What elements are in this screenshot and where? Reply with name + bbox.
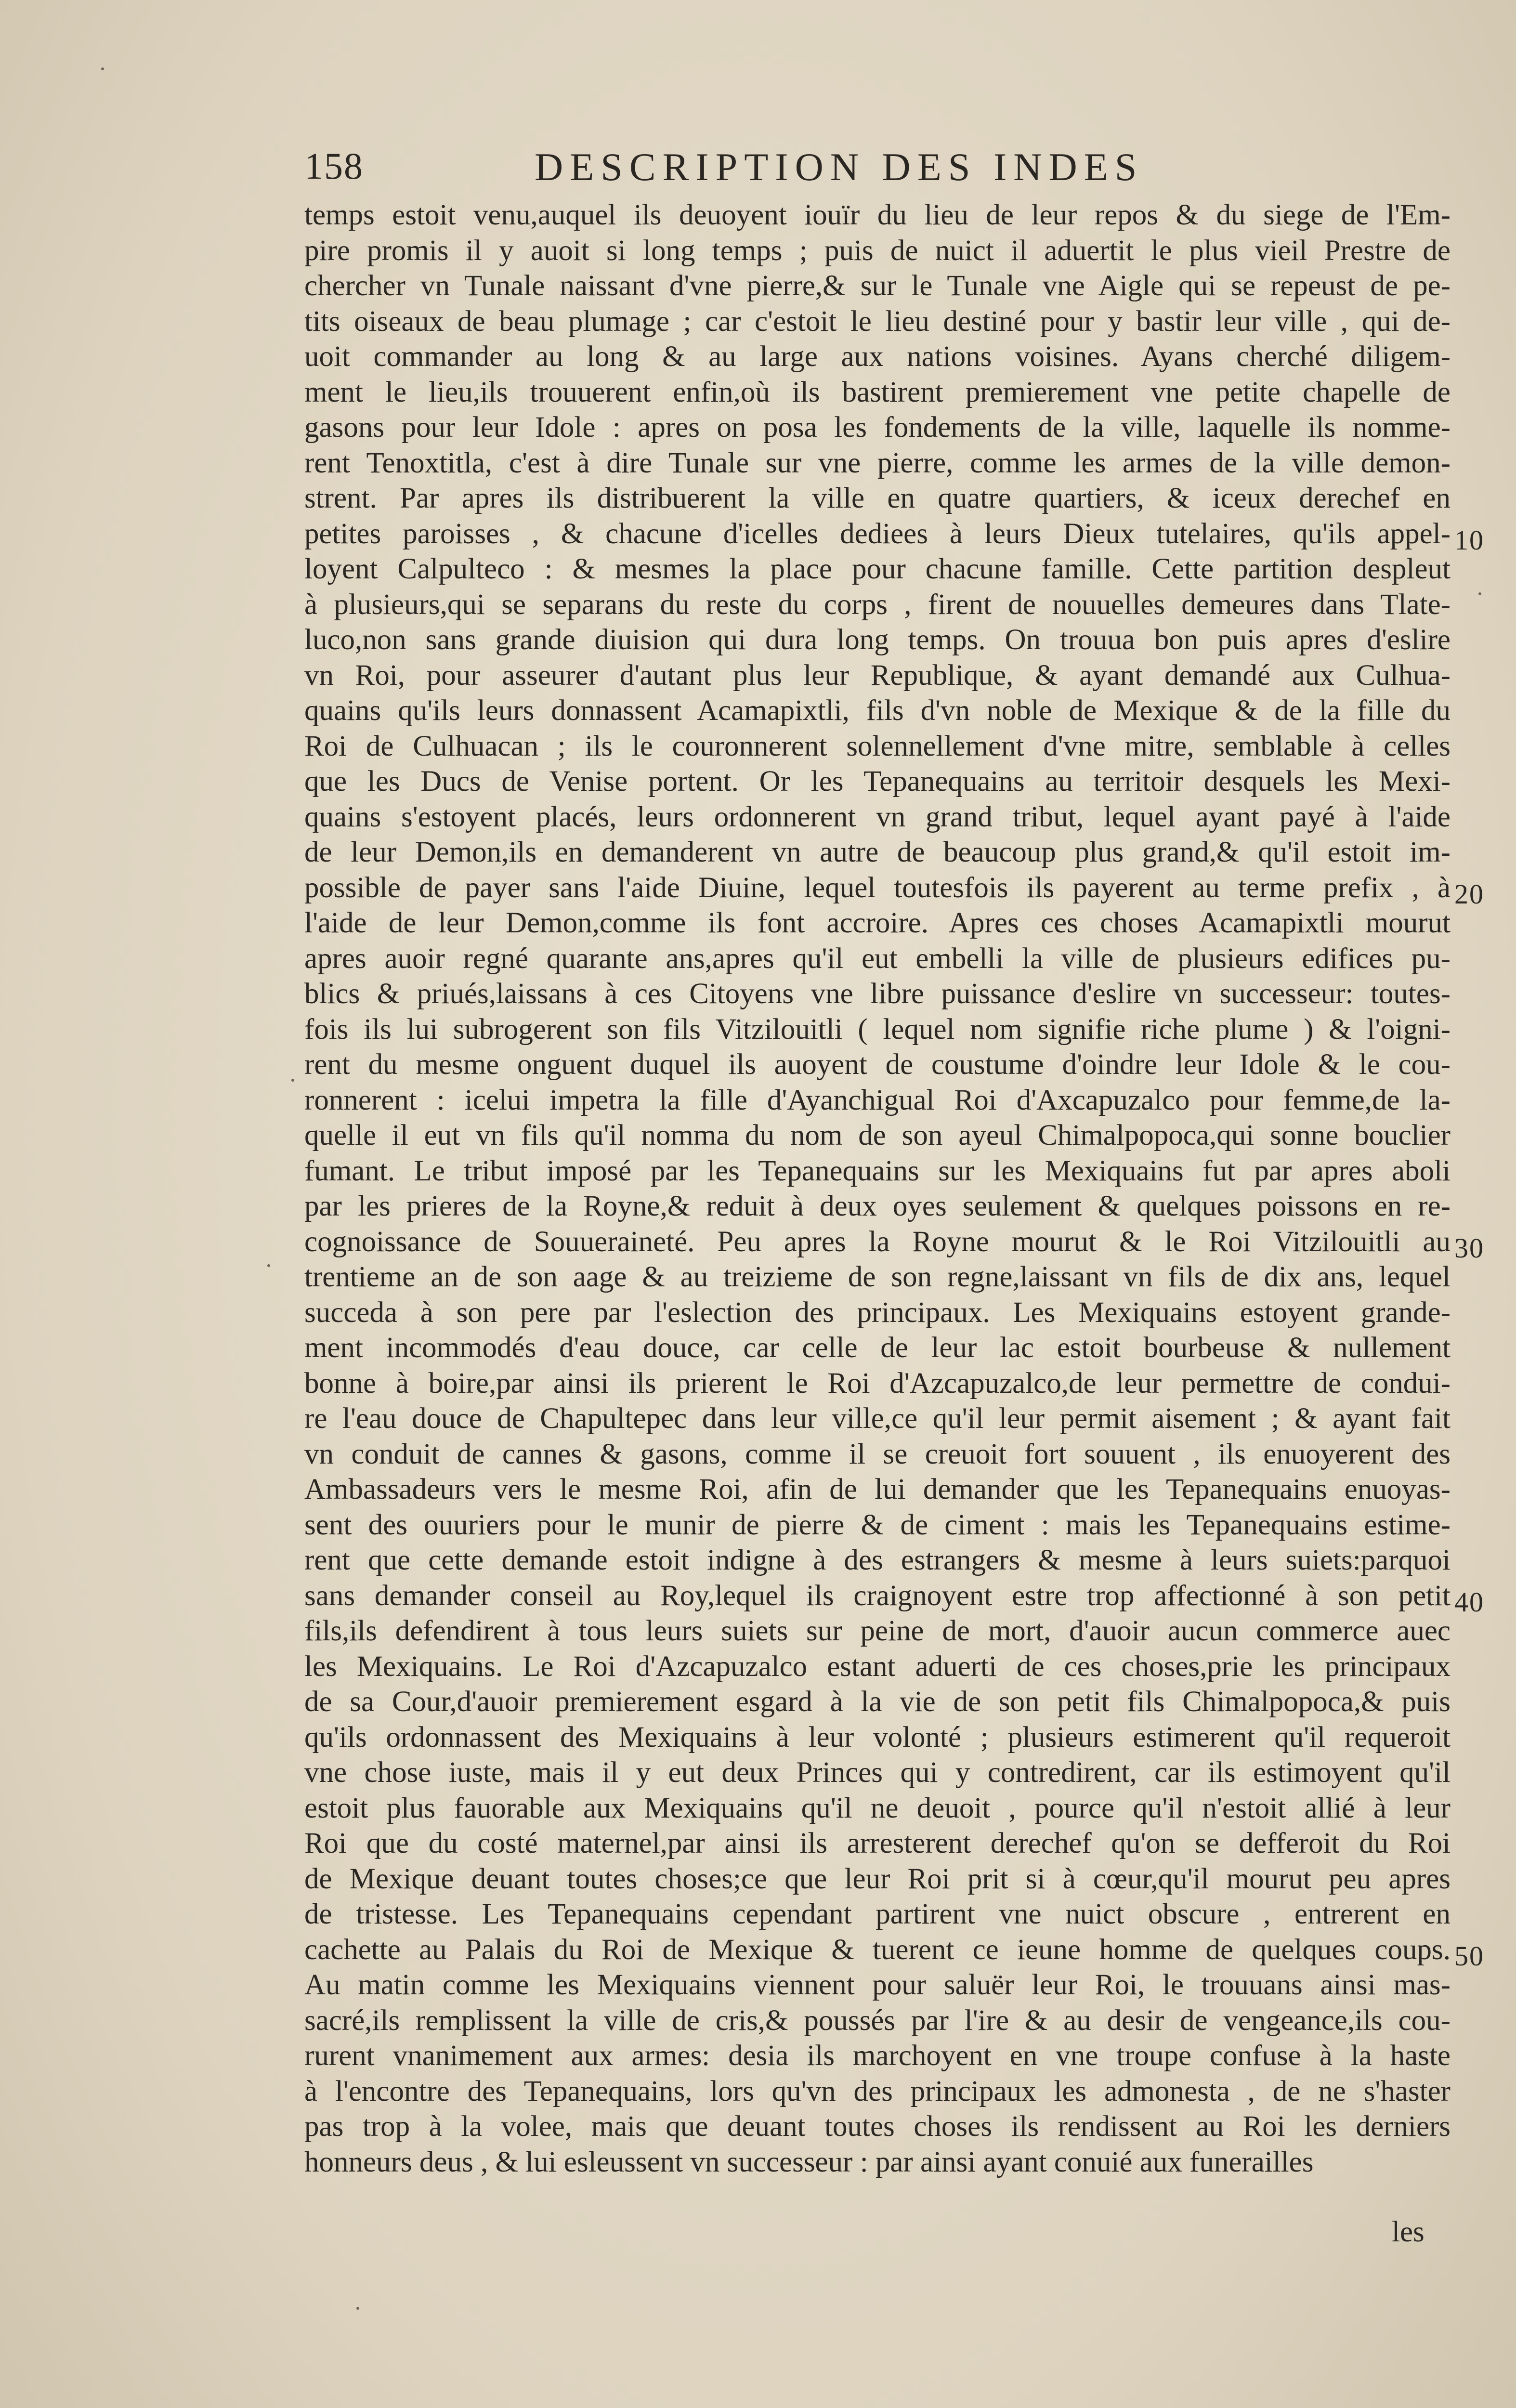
margin-line-number: 20 (1454, 878, 1484, 910)
text-line: uoit commander au long & au large aux nations voisines. Ayans cherché diligem- (304, 340, 1451, 373)
text-line: strent. Par apres ils distribuerent la ville en quatre quartiers, & iceux derechef en (304, 482, 1451, 514)
catchword: les (1392, 2216, 1425, 2248)
text-line: loyent Calpulteco : & mesmes la place pour chacune famille. Cette partition despleut (304, 553, 1451, 585)
text-line: chercher vn Tunale naissant d'vne pierre,& sur le Tunale vne Aigle qui se repeust de pe- (304, 270, 1451, 302)
text-line: sacré,ils remplissent la ville de cris,& poussés par l'ire & au desir de vengeance,ils cou- (304, 2004, 1451, 2037)
paper-speck (267, 1264, 270, 1267)
text-line: rent du mesme onguent duquel ils auoyent de coustume d'oindre leur Idole & le cou- (304, 1048, 1451, 1081)
text-line: cachette au Palais du Roi de Mexique & tuerent ce ieune homme de quelques coups. (304, 1933, 1451, 1966)
text-line: de Mexique deuant toutes choses;ce que leur Roi prit si à cœur,qu'il mourut peu apres (304, 1862, 1451, 1895)
text-line: vne chose iuste, mais il y eut deux Princes qui y contredirent, car ils estimoyent qu'il (304, 1756, 1451, 1789)
text-line: sent des ouuriers pour le munir de pierre & de ciment : mais les Tepanequains estime- (304, 1508, 1451, 1541)
text-line: rent Tenoxtitla, c'est à dire Tunale sur vne pierre, comme les armes de la ville demon- (304, 446, 1451, 479)
text-line: de tristesse. Les Tepanequains cependant partirent vne nuict obscure , entrerent en (304, 1898, 1451, 1930)
text-line: cognoissance de Souueraineté. Peu apres la Royne mourut & le Roi Vitzilouitli au (304, 1225, 1451, 1258)
text-line: possible de payer sans l'aide Diuine, lequel toutesfois ils payerent au terme prefix , à (304, 871, 1451, 904)
margin-line-number: 30 (1454, 1232, 1484, 1264)
text-line: Roi que du costé maternel,par ainsi ils arresterent derechef qu'on se defferoit du Roi (304, 1827, 1451, 1859)
text-line: quelle il eut vn fils qu'il nomma du nom de son ayeul Chimalpopoca,qui sonne bouclier (304, 1119, 1451, 1152)
text-line: blics & priués,laissans à ces Citoyens vne libre puissance d'eslire vn successeur: toutes- (304, 978, 1451, 1010)
text-line: par les prieres de la Royne,& reduit à deux oyes seulement & quelques poissons en re- (304, 1190, 1451, 1222)
text-line: vn Roi, pour asseurer d'autant plus leur Republique, & ayant demandé aux Culhua- (304, 659, 1451, 692)
text-line: rurent vnanimement aux armes: desia ils marchoyent en vne troupe confuse à la haste (304, 2040, 1451, 2072)
text-line: pire promis il y auoit si long temps ; puis de nuict il aduertit le plus vieil Prestre de (304, 234, 1451, 267)
text-line: fumant. Le tribut imposé par les Tepanequains sur les Mexiquains fut par apres aboli (304, 1154, 1451, 1187)
text-line: les Mexiquains. Le Roi d'Azcapuzalco estant aduerti de ces choses,prie les principaux (304, 1650, 1451, 1683)
text-line: qu'ils ordonnassent des Mexiquains à leur volonté ; plusieurs estimerent qu'il requeroit (304, 1721, 1451, 1754)
paper-speck (291, 1079, 294, 1082)
margin-line-number: 50 (1454, 1940, 1484, 1972)
text-line: Au matin comme les Mexiquains viennent pour saluër leur Roi, le trouuans ainsi mas- (304, 1969, 1451, 2001)
text-line: succeda à son pere par l'eslection des principaux. Les Mexiquains estoyent grande- (304, 1296, 1451, 1329)
text-line: vn conduit de cannes & gasons, comme il se creuoit fort souuent , ils enuoyerent des (304, 1438, 1451, 1470)
text-line: ronnerent : icelui impetra la fille d'Ayanchigual Roi d'Axcapuzalco pour femme,de la- (304, 1084, 1451, 1116)
text-line: à l'encontre des Tepanequains, lors qu'vn des principaux les admonesta , de ne s'haster (304, 2075, 1451, 2107)
text-line: luco,non sans grande diuision qui dura long temps. On trouua bon puis apres d'eslire (304, 624, 1451, 656)
text-line: temps estoit venu,auquel ils deuoyent iouïr du lieu de leur repos & du siege de l'Em- (304, 199, 1451, 231)
text-line: Ambassadeurs vers le mesme Roi, afin de lui demander que les Tepanequains enuoyas- (304, 1473, 1451, 1505)
body-text (304, 197, 1451, 2180)
paper-speck (356, 2307, 359, 2310)
margin-line-number: 10 (1454, 524, 1484, 556)
margin-line-number: 40 (1454, 1586, 1484, 1618)
text-line: quains qu'ils leurs donnassent Acamapixtli, fils d'vn noble de Mexique & de la fille du (304, 694, 1451, 727)
text-line: tits oiseaux de beau plumage ; car c'estoit le lieu destiné pour y bastir leur ville , qui de- (304, 305, 1451, 338)
text-line: que les Ducs de Venise portent. Or les Tepanequains au territoir desquels les Mexi- (304, 765, 1451, 798)
text-line: de leur Demon,ils en demanderent vn autre de beaucoup plus grand,& qu'il estoit im- (304, 836, 1451, 868)
page-number: 158 (304, 145, 364, 187)
text-line: estoit plus fauorable aux Mexiquains qu'il ne deuoit , pource qu'il n'estoit allié à leur (304, 1792, 1451, 1824)
paper-speck (101, 67, 104, 70)
text-line: petites paroisses , & chacune d'icelles dediees à leurs Dieux tutelaires, qu'ils appel- (304, 517, 1451, 550)
text-line: de sa Cour,d'auoir premierement esgard à la vie de son petit fils Chimalpopoca,& puis (304, 1686, 1451, 1718)
text-line: honneurs deus , & lui esleussent vn successeur : par ainsi ayant conuié aux funerailles (304, 2146, 1314, 2178)
text-line: fois ils lui subrogerent son fils Vitzilouitli ( lequel nom signifie riche plume ) & l'oigni- (304, 1013, 1451, 1046)
text-line: fils,ils defendirent à tous leurs suiets sur peine de mort, d'auoir aucun commerce auec (304, 1615, 1451, 1647)
text-line: sans demander conseil au Roy,lequel ils craignoyent estre trop affectionné à son petit (304, 1579, 1451, 1612)
text-line: quains s'estoyent placés, leurs ordonnerent vn grand tribut, lequel ayant payé à l'aide (304, 800, 1451, 833)
running-head: DESCRIPTION DES INDES (535, 145, 1144, 189)
text-line: apres auoir regné quarante ans,apres qu'il eut embelli la ville de plusieurs edifices pu- (304, 942, 1451, 975)
text-line: trentieme an de son aage & au treizieme de son regne,laissant vn fils de dix ans, lequel (304, 1261, 1451, 1293)
text-line: bonne à boire,par ainsi ils prierent le Roi d'Azcapuzalco,de leur permettre de condui- (304, 1367, 1451, 1400)
text-line: à plusieurs,qui se separans du reste du corps , firent de nouuelles demeures dans Tlate- (304, 588, 1451, 621)
text-line: ment incommodés d'eau douce, car celle de leur lac estoit bourbeuse & nullement (304, 1332, 1451, 1364)
text-line: pas trop à la volee, mais que deuant toutes choses ils rendissent au Roi les derniers (304, 2110, 1451, 2143)
text-line: ment le lieu,ils trouuerent enfin,où ils bastirent premierement vne petite chapelle de (304, 376, 1451, 408)
text-line: l'aide de leur Demon,comme ils font accroire. Apres ces choses Acamapixtli mourut (304, 907, 1451, 939)
text-line: re l'eau douce de Chapultepec dans leur ville,ce qu'il leur permit aisement ; & ayant fait (304, 1402, 1451, 1435)
text-line: Roi de Culhuacan ; ils le couronnerent solennellement d'vne mitre, semblable à celles (304, 730, 1451, 762)
text-line: gasons pour leur Idole : apres on posa les fondements de la ville, laquelle ils nomme- (304, 411, 1451, 444)
text-line: rent que cette demande estoit indigne à des estrangers & mesme à leurs suiets:parquoi (304, 1544, 1451, 1576)
paper-speck (1478, 592, 1481, 595)
